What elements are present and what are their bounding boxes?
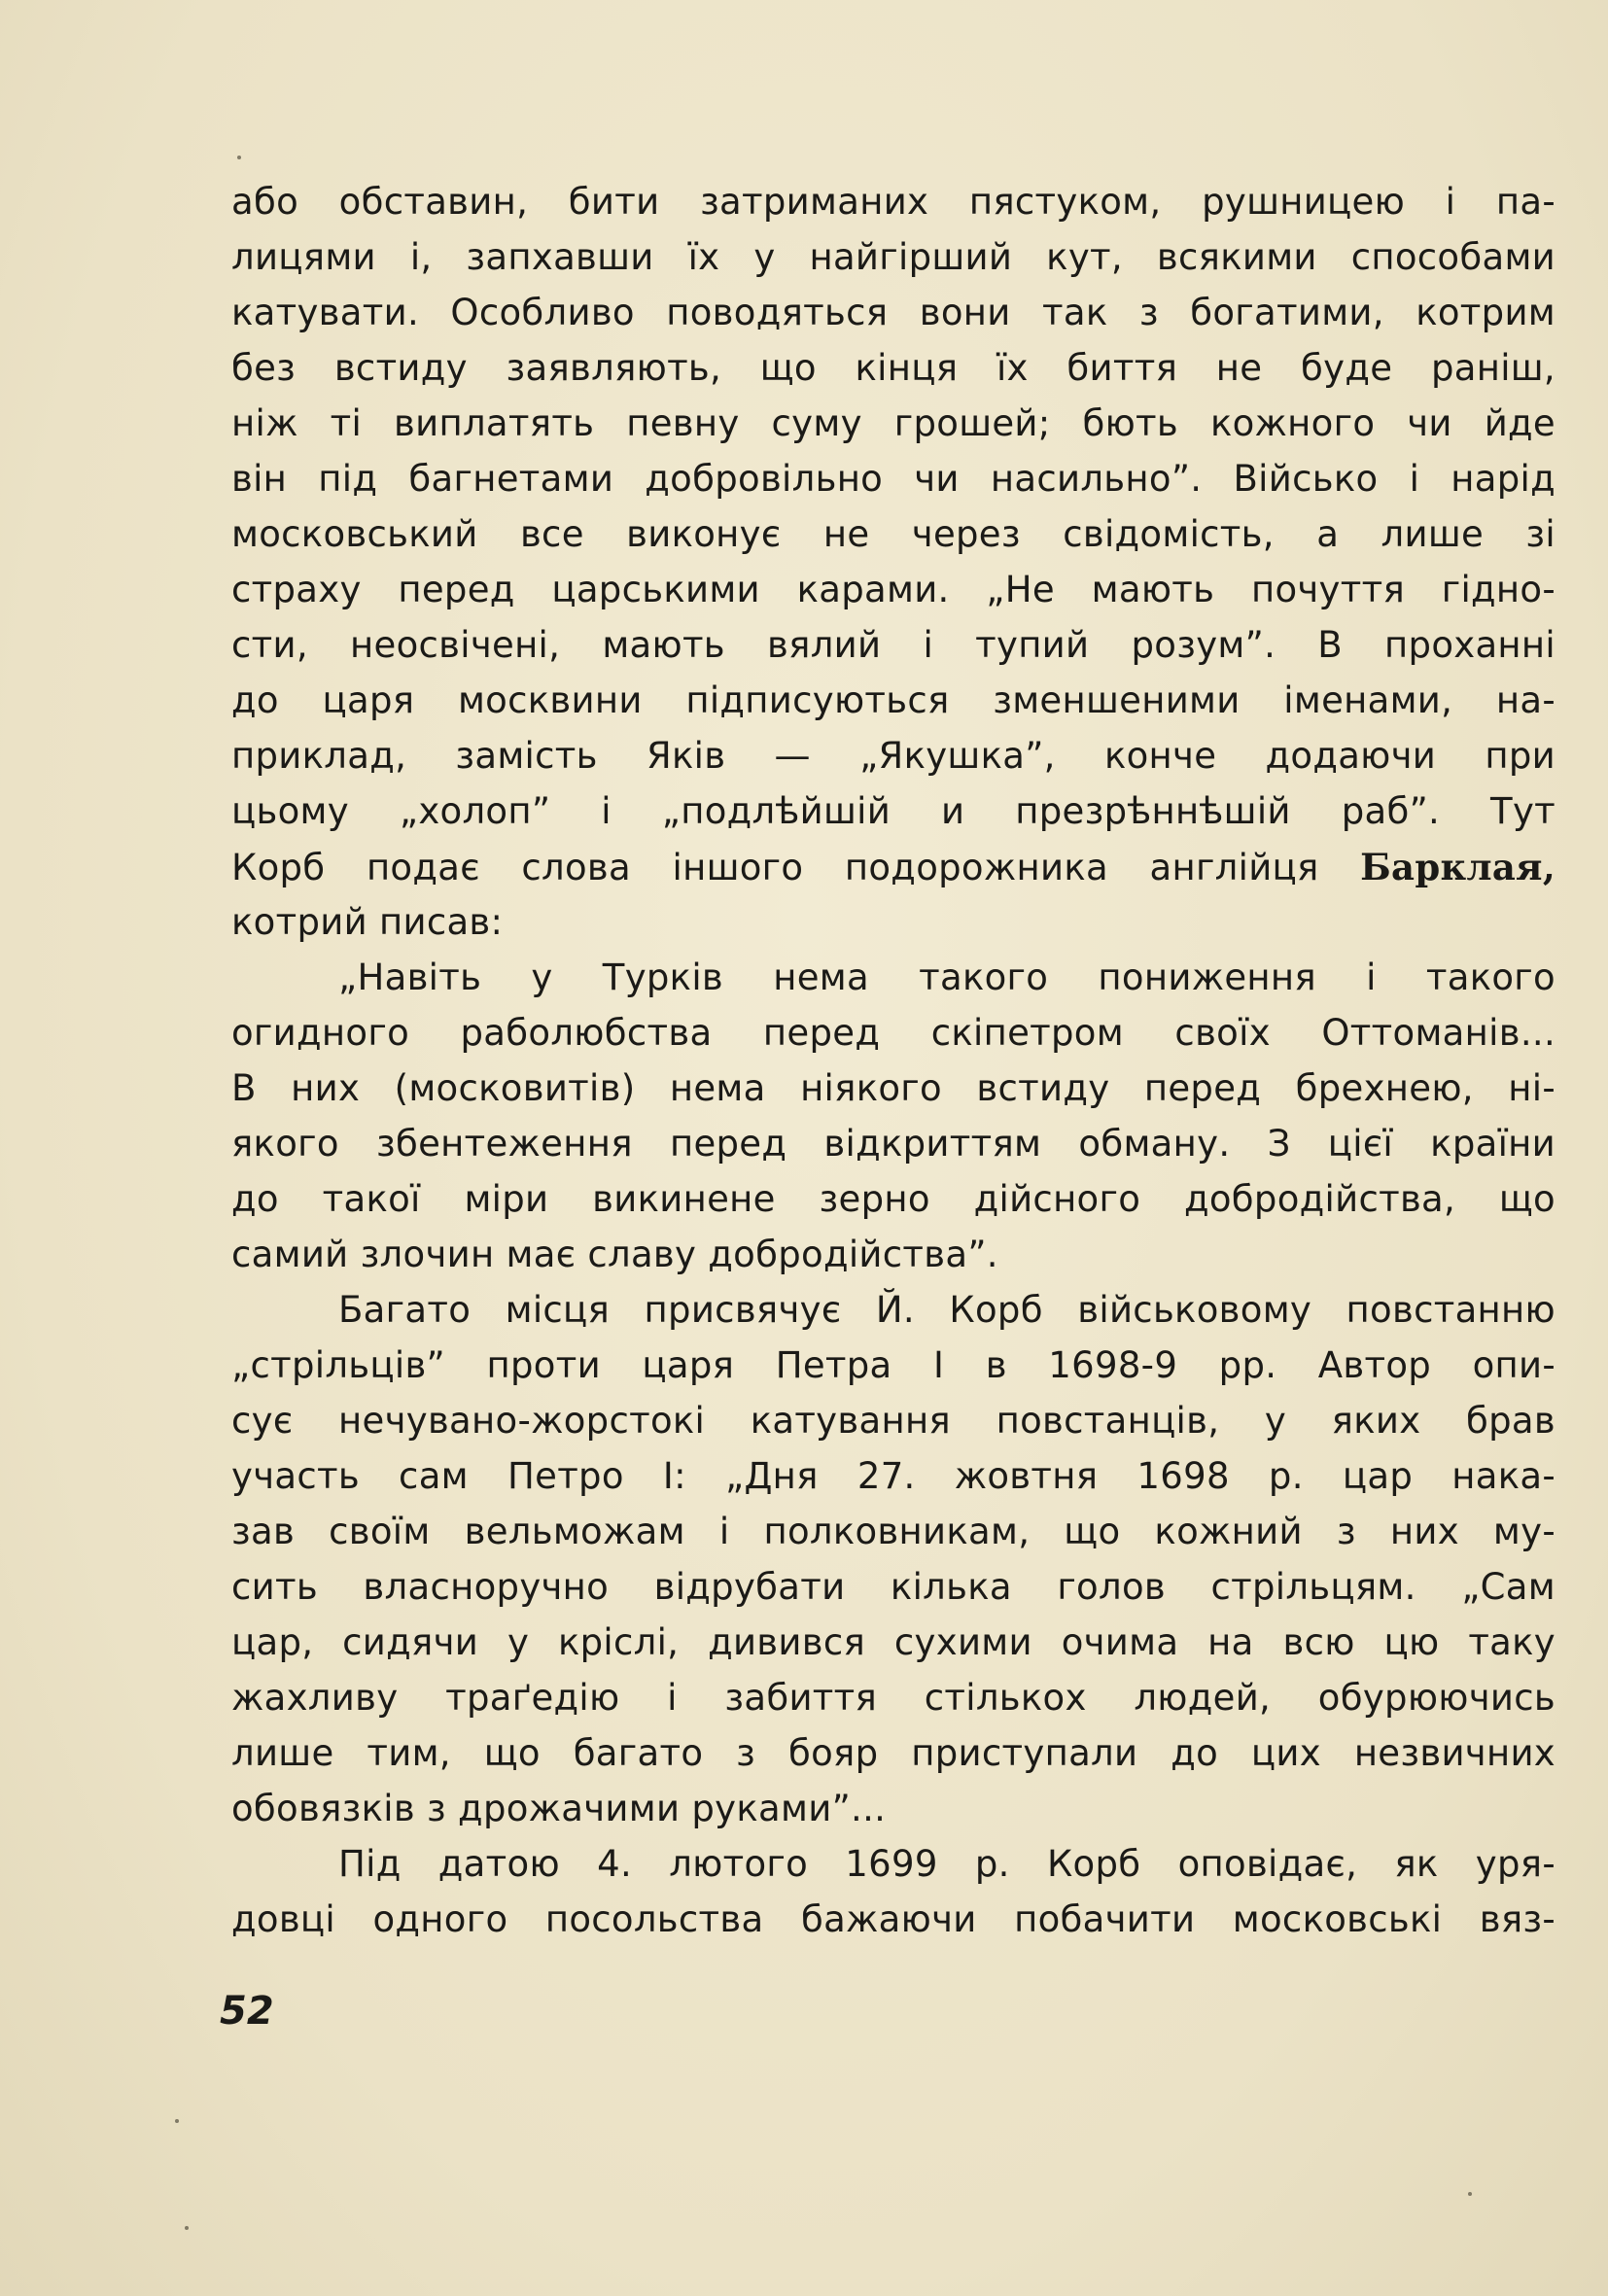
text-line: сить власноручно відрубати кілька голов стрільцям. „Сам	[231, 1566, 1556, 1608]
text-line: котрий писав:	[231, 901, 504, 943]
text-line: „стрільців” проти царя Петра І в 1698-9 рр. Автор опи-	[231, 1344, 1556, 1386]
text-line: він під багнетами добровільно чи насильно”. Військо і нарід	[231, 458, 1556, 500]
quote-line: якого збентеження перед відкриттям обману. З цієї країни	[231, 1123, 1556, 1165]
text-line: до царя москвини підписуються зменшеними іменами, на-	[231, 679, 1556, 721]
quote-line: „Навіть у Турків нема такого пониження і такого	[338, 957, 1556, 998]
paper-speck	[1468, 2192, 1472, 2196]
paper-speck	[185, 2226, 189, 2230]
text-line: сує нечувано-жорстокі катування повстанців, у яких брав	[231, 1400, 1556, 1442]
page-number: 52	[220, 1989, 274, 2034]
text-line: лише тим, що багато з бояр приступали до цих незвичних	[231, 1732, 1556, 1774]
text-line: ніж ті виплатять певну суму грошей; бють кожного чи йде	[231, 402, 1556, 444]
text-line: довці одного посольства бажаючи побачити московські вяз-	[231, 1898, 1556, 1940]
bold-name: Барклая,	[1360, 846, 1556, 888]
text-line-with-name	[231, 840, 1556, 894]
quote-line: самий злочин має славу добродійства”.	[231, 1234, 998, 1275]
text-line: участь сам Петро І: „Дня 27. жовтня 1698 р. цар нака-	[231, 1455, 1556, 1497]
text-line: без встиду заявляють, що кінця їх биття не буде раніш,	[231, 347, 1556, 389]
text-line: жахливу траґедію і забиття стількох людей, обурюючись	[231, 1677, 1556, 1719]
quote-line: до такої міри викинене зерно дійсного добродійства, що	[231, 1178, 1556, 1220]
text-line: обовязків з дрожачими руками”...	[231, 1788, 887, 1829]
text-line: Під датою 4. лютого 1699 р. Корб оповідає, як уря-	[338, 1843, 1556, 1885]
text-line: цар, сидячи у кріслі, дивився сухими очима на всю цю таку	[231, 1621, 1556, 1663]
text-line: цьому „холоп” і „подлѣйшій и презрѣннѣшій раб”. Тут	[231, 790, 1556, 832]
text-line: зав своїм вельможам і полковникам, що кожний з них му-	[231, 1511, 1556, 1552]
paper-speck	[175, 2119, 179, 2123]
text-line: сти, неосвічені, мають вялий і тупий розум”. В проханні	[231, 624, 1556, 666]
text-line: московський все виконує не через свідомість, а лише зі	[231, 513, 1556, 555]
text-line: лицями і, запхавши їх у найгірший кут, всякими способами	[231, 236, 1556, 278]
quote-line: огидного раболюбства перед скіпетром своїх Оттоманів...	[231, 1012, 1556, 1054]
text-line: страху перед царськими карами. „Не мають почуття гідно-	[231, 569, 1556, 610]
text-line: катувати. Особливо поводяться вони так з богатими, котрим	[231, 292, 1556, 333]
text-line: або обставин, бити затриманих пястуком, рушницею і па-	[231, 181, 1556, 223]
text-line: Багато місця присвячує Й. Корб військовому повстанню	[338, 1289, 1556, 1331]
paper-speck	[237, 156, 241, 159]
quote-line: В них (московитів) нема ніякого встиду перед брехнею, ні-	[231, 1067, 1556, 1109]
text-fragment: Корб подає слова іншого подорожника англійця	[231, 847, 1361, 888]
text-line: приклад, замість Яків — „Якушка”, конче додаючи при	[231, 735, 1556, 777]
